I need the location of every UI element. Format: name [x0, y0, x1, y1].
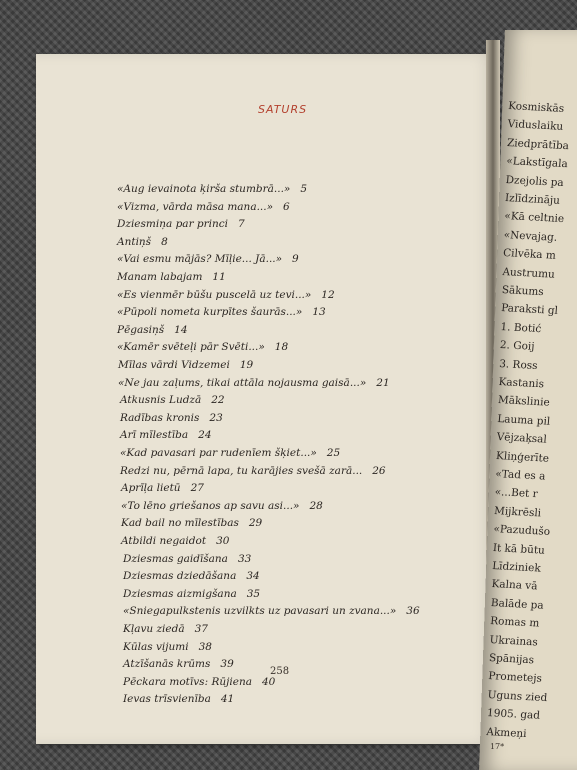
toc-entry — [117, 218, 245, 230]
toc-entry-title: Pēckara motīvs: Rūjiena — [123, 675, 252, 688]
right-page-line: Uguns zied — [487, 688, 548, 704]
toc-entry-title: «Kamēr svēteļi pār Svēti...» — [117, 341, 265, 354]
toc-entry-title: Kad bail no mīlestības — [121, 517, 239, 530]
left-page — [36, 54, 494, 744]
toc-entry-page: 36 — [406, 605, 420, 618]
toc-entry-page: 19 — [239, 359, 254, 371]
right-page-line: Ukrainas — [489, 633, 539, 649]
toc-entry-title: Atzīšanās krūms — [123, 658, 211, 671]
toc-entry-page: 35 — [246, 587, 261, 600]
toc-entry — [117, 324, 188, 336]
right-page-folio: 17* — [489, 742, 505, 751]
toc-entry — [121, 500, 323, 512]
toc-entry-title: Mīlas vārdi Vidzemei — [118, 359, 230, 371]
toc-entry-page: 7 — [238, 218, 245, 231]
right-page-line: Izlīdzināju — [504, 192, 561, 207]
toc-entry-title: Aprīļa lietū — [121, 482, 181, 495]
toc-entry-title: Antiņš — [117, 235, 152, 248]
right-page-line: Mākslinie — [497, 394, 551, 410]
right-page-line: Spānijas — [488, 652, 535, 667]
right-page-line: «Lakstīgala — [505, 155, 569, 171]
toc-entry — [118, 359, 253, 371]
toc-entry — [120, 465, 386, 477]
right-page-line: Lauma pil — [496, 412, 551, 428]
toc-entry — [118, 377, 390, 389]
toc-entry-page: 29 — [248, 517, 263, 530]
toc-entry-page: 26 — [372, 464, 386, 477]
right-page-line: Paraksti gl — [500, 302, 559, 318]
toc-entry — [117, 306, 326, 318]
toc-entry-title: «Es vienmēr būšu puscelā uz tevi...» — [117, 288, 312, 301]
toc-entry-title: Dziesmiņa par princi — [117, 218, 229, 231]
right-page-line: Viduslaiku — [507, 118, 564, 134]
right-page-line: Ziedprātība — [506, 136, 570, 153]
toc-entry-page: 34 — [246, 570, 260, 583]
right-page-line: Kalna vā — [491, 578, 538, 593]
right-page-line: «Tad es a — [494, 468, 546, 483]
right-page-line: «...Bet r — [494, 486, 539, 501]
right-page-line: «Nevajag. — [503, 228, 558, 244]
toc-entry-title: Manam labajam — [117, 271, 203, 283]
toc-entry-page: 33 — [237, 552, 252, 565]
toc-entry-page: 11 — [212, 271, 226, 283]
toc-entry-page: 37 — [194, 623, 208, 635]
toc-entry-title: «Ne jau zaļums, tikai attāla nojausma gaisā...» — [118, 376, 367, 389]
toc-entry-page: 18 — [274, 341, 289, 354]
toc-entry — [121, 482, 204, 494]
toc-entry — [117, 236, 168, 248]
toc-entry — [117, 253, 299, 265]
right-page-line: 1905. gad — [486, 707, 541, 722]
toc-entry-title: Arī mīlestība — [120, 429, 189, 442]
toc-entry-page: 14 — [174, 323, 188, 336]
toc-entry — [123, 658, 234, 670]
right-page-line: Kliņģerīte — [495, 449, 550, 465]
toc-entry — [117, 201, 290, 213]
toc-entry-title: Dziesmas gaidīšana — [123, 552, 228, 565]
toc-entry — [120, 447, 340, 459]
right-page-line: Kosmiskās — [507, 100, 565, 115]
right-page-line: Austrumu — [501, 265, 556, 281]
toc-entry-title: Redzi nu, pērnā lapa, tu karājies svešā zarā... — [120, 464, 363, 477]
right-page-line: Dzejolis pa — [505, 173, 565, 189]
toc-entry-page: 22 — [211, 394, 225, 407]
toc-entry-title: Ievas trīsvienība — [123, 693, 211, 706]
toc-entry — [123, 605, 420, 617]
toc-entry-page: 28 — [309, 499, 323, 512]
toc-entry — [117, 271, 226, 283]
toc-entry-title: Radības kronis — [120, 411, 200, 424]
toc-entry-page: 5 — [300, 183, 308, 195]
toc-entry-page: 6 — [283, 200, 290, 213]
toc-entry-title: Dziesmas dziedāšana — [123, 570, 237, 583]
toc-entry-title: «Sniegapulkstenis uzvilkts uz pavasari un zvana...» — [123, 605, 397, 618]
toc-entry-title: «Vizma, vārda māsa mana...» — [117, 200, 274, 213]
right-page-line: Mijkrēsli — [493, 504, 542, 520]
toc-entry-title: Atbildi negaidot — [121, 535, 207, 547]
toc-entry-page: 25 — [326, 447, 341, 459]
toc-entry — [117, 289, 335, 301]
toc-entry — [123, 588, 260, 600]
right-page-line: Romas m — [489, 615, 540, 630]
toc-entry — [123, 553, 251, 565]
right-page-line: Balāde pa — [490, 596, 545, 612]
toc-entry-title: «Pūpoli nometa kurpītes šaurās...» — [117, 306, 303, 319]
toc-entry — [121, 517, 262, 529]
toc-entry — [123, 693, 234, 705]
toc-entry — [120, 394, 225, 406]
toc-entry-title: «Aug ievainota ķirša stumbrā...» — [117, 183, 291, 195]
right-page-line: «Pazudušo — [492, 523, 551, 539]
right-page-line: 1. Botić — [500, 320, 542, 335]
toc-entry-page: 38 — [198, 640, 212, 653]
toc-entry-page: 21 — [376, 376, 390, 389]
toc-entry — [123, 623, 208, 635]
toc-entry-page: 13 — [312, 306, 326, 319]
toc-entry-page: 40 — [261, 675, 276, 688]
toc-entry-title: «Kad pavasari par rudenīem šķiet...» — [120, 447, 317, 459]
toc-entry-title: Dziesmas aizmigšana — [123, 587, 237, 600]
toc-entry — [117, 341, 288, 353]
right-page-line: Līdziniek — [491, 560, 542, 575]
toc-entry-page: 27 — [190, 482, 204, 495]
right-page-line: Sākums — [501, 284, 545, 299]
right-page-line: 3. Ross — [498, 357, 539, 372]
toc-entry — [120, 412, 223, 424]
right-page-line: «Kā celtnie — [503, 210, 565, 226]
toc-entry-page: 9 — [292, 253, 299, 266]
toc-entry-page: 23 — [209, 411, 223, 424]
toc-entry — [121, 535, 229, 547]
toc-entry-title: Kūlas vijumi — [123, 640, 189, 653]
toc-entry — [123, 676, 275, 688]
right-page-line: Vējzaķsal — [496, 431, 548, 446]
toc-entry-page: 12 — [321, 288, 335, 301]
right-page-line: It kā būtu — [492, 541, 546, 557]
toc-entry-page: 39 — [220, 658, 234, 671]
right-page-line: Kastanis — [498, 376, 545, 391]
right-page-line: Akmeņi — [485, 725, 528, 740]
toc-entry-title: «To lēno griešanos ap savu asi...» — [121, 499, 300, 512]
page-number: 258 — [270, 666, 290, 677]
toc-entry — [123, 641, 212, 653]
toc-entry-title: «Vai esmu mājās? Mīļie... Jā...» — [117, 253, 283, 266]
toc-entry-title: Pēgasiņš — [117, 323, 165, 336]
toc-entry-page: 41 — [220, 693, 235, 706]
toc-entry-page: 24 — [198, 429, 212, 442]
contents-title: SATURS — [258, 103, 308, 116]
toc-entry — [123, 570, 260, 582]
toc-entry — [117, 183, 307, 195]
toc-entry-title: Kļavu ziedā — [123, 623, 185, 635]
right-page-line: Cilvēka m — [502, 247, 557, 262]
toc-entry — [120, 429, 212, 441]
toc-entry-page: 30 — [216, 535, 230, 547]
toc-entry-page: 8 — [161, 235, 168, 248]
toc-entry-title: Atkusnis Ludzā — [120, 394, 202, 407]
right-page-line: Prometejs — [487, 670, 543, 686]
right-page-line: 2. Goij — [499, 339, 536, 353]
